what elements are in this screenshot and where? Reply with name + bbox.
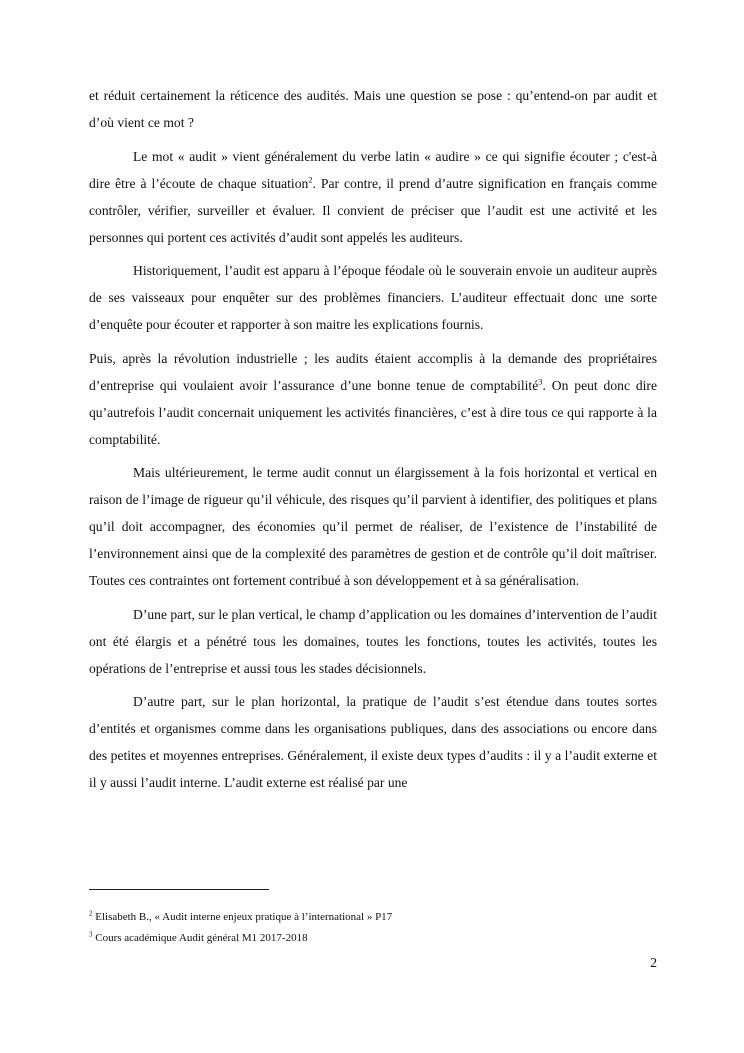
paragraph (89, 143, 657, 251)
footnote-text: Cours académique Audit général M1 2017-2018 (95, 932, 308, 944)
footnote-text: Elisabeth B., « Audit interne enjeux pratique à l’international » P17 (95, 911, 393, 923)
footnote (89, 928, 657, 949)
paragraph-text: et réduit certainement la réticence des audités. Mais une question se pose : qu’entend-on par audit et d’où vient ce mot ? (89, 88, 657, 130)
footnote-number: 3 (89, 930, 93, 939)
body-text (89, 82, 657, 803)
paragraph-text: Mais ultérieurement, le terme audit connut un élargissement à la fois horizontal et vertical en raison de l’image de rigueur qu’il véhicule, des risques qu’il parvient à identifier, des politiques et plans qu’il doit accompagner, des économies qu’il permet de réaliser, de l’existence de l’instabilité de l’environnement ainsi que de la complexité des paramètres de gestion et de contrôle qu’il doit maîtriser. Toutes ces contraintes ont fortement contribué à son développement et à sa généralisation. (89, 465, 657, 588)
page-number: 2 (650, 955, 657, 970)
footnote-reference: 2 (308, 173, 313, 184)
paragraph-text: Le mot « audit » vient généralement du verbe latin « audire » ce qui signifie écouter ; c'est-à dire être à l’écoute de chaque situation (89, 148, 657, 191)
paragraph (89, 459, 657, 594)
paragraph (89, 345, 657, 453)
footnotes (89, 907, 657, 949)
paragraph-text: D’une part, sur le plan vertical, le champ d’application ou les domaines d’intervention de l’audit ont été élargis et a pénétré tous les domaines, toutes les fonctions, toutes les activités, toutes les opérations de l’entreprise et aussi tous les stades décisionnels. (89, 606, 657, 676)
footnote-separator (89, 889, 269, 890)
paragraph-text: . Par contre, il prend d’autre signification en français comme contrôler, vérifier, surveiller et évaluer. Il convient de préciser que l’audit est une activité et les personnes qui portent ces activités d’audit sont appelés les auditeurs. (89, 175, 657, 245)
paragraph-text: . On peut donc dire qu’autrefois l’audit concernait uniquement les activités financières, c’est à dire tous ce qui rapporte à la comptabilité. (89, 377, 657, 447)
paragraph-text: D’autre part, sur le plan horizontal, la pratique de l’audit s’est étendue dans toutes sortes d’entités et organismes comme dans les organisations publiques, dans des associations ou encore dans des petites et moyennes entreprises. Généralement, il existe deux types d’audits : il y a l’audit externe et il y aussi l’audit interne. L’audit externe est réalisé par une (89, 694, 657, 790)
paragraph (89, 257, 657, 338)
footnote (89, 907, 657, 928)
footnote-reference: 3 (538, 375, 543, 386)
paragraph (89, 688, 657, 796)
paragraph-text: Historiquement, l’audit est apparu à l’époque féodale où le souverain envoie un auditeur auprès de ses vaisseaux pour enquêter sur des problèmes financiers. L’auditeur effectuait donc une sorte d’enquête pour écouter et rapporter à son maitre les explications fournis. (89, 263, 657, 332)
paragraph-text: Puis, après la révolution industrielle ; les audits étaient accomplis à la demande des propriétaires d’entreprise qui voulaient avoir l’assurance d’une bonne tenue de comptabilité (89, 350, 657, 393)
footnote-number: 2 (89, 909, 93, 918)
paragraph (89, 601, 657, 682)
paragraph (89, 82, 657, 136)
